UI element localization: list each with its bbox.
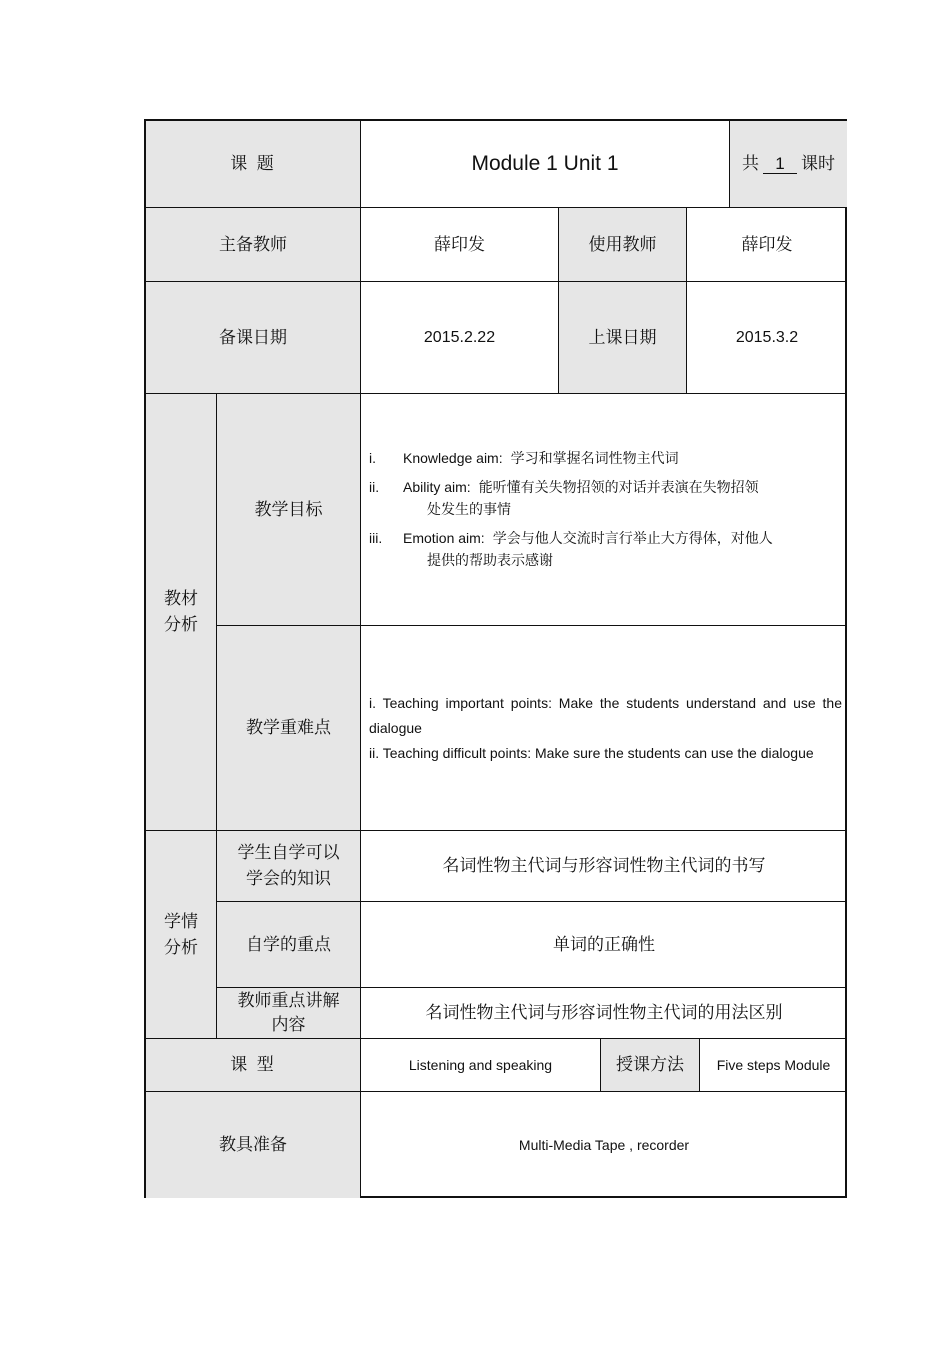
equipment-value: Multi-Media Tape , recorder bbox=[518, 1137, 690, 1153]
topic-label: 课 题 bbox=[146, 121, 361, 208]
lesson-type-label: 课 型 bbox=[146, 1039, 361, 1092]
keypoints-list bbox=[361, 691, 847, 766]
prep-date-label: 备课日期 bbox=[146, 282, 361, 394]
prep-date-value: 2015.2.22 bbox=[361, 282, 559, 394]
objectives-label: 教学目标 bbox=[217, 394, 361, 626]
self-learn-value: 名词性物主代词与形容词性物主代词的书写 bbox=[361, 831, 847, 902]
class-date-value: 2015.3.2 bbox=[687, 282, 847, 394]
equipment-label: 教具准备 bbox=[146, 1092, 361, 1198]
teacher-focus-value: 名词性物主代词与形容词性物主代词的用法区别 bbox=[361, 988, 847, 1039]
method-value: Five steps Module bbox=[700, 1039, 847, 1092]
objective-item: iii. Emotion aim: 学会与他人交流时言行举止大方得体，对他人 提供的帮助表示感谢 bbox=[369, 530, 773, 569]
using-teacher-label: 使用教师 bbox=[559, 208, 687, 282]
keypoints-label: 教学重难点 bbox=[217, 626, 361, 831]
lesson-plan-table bbox=[144, 119, 847, 1198]
main-teacher-value: 薛印发 bbox=[361, 208, 559, 282]
main-teacher-label: 主备教师 bbox=[146, 208, 361, 282]
keypoints-cell bbox=[361, 626, 847, 831]
objective-item: i. Knowledge aim: 学习和掌握名词性物主代词 bbox=[369, 450, 679, 467]
periods-suffix: 课时 bbox=[801, 154, 835, 174]
learning-analysis-label: 学情分析 bbox=[146, 831, 217, 1039]
method-label: 授课方法 bbox=[601, 1039, 700, 1092]
teacher-focus-label: 教师重点讲解内容 bbox=[217, 988, 361, 1039]
self-learn-label: 学生自学可以学会的知识 bbox=[217, 831, 361, 902]
objectives-list bbox=[361, 441, 847, 578]
lesson-type-value: Listening and speaking bbox=[361, 1039, 601, 1092]
periods-value: 1 bbox=[763, 155, 797, 174]
using-teacher-value: 薛印发 bbox=[687, 208, 847, 282]
material-analysis-label: 教材分析 bbox=[146, 394, 217, 831]
self-focus-value: 单词的正确性 bbox=[361, 902, 847, 988]
periods-cell bbox=[730, 121, 847, 208]
keypoint-difficult: ii. Teaching difficult points: Make sure the students can use the dialogue bbox=[369, 744, 814, 761]
objectives-cell bbox=[361, 394, 847, 626]
keypoint-important: i. Teaching important points: Make the students understand and use the dialogue bbox=[369, 694, 842, 736]
self-focus-label: 自学的重点 bbox=[217, 902, 361, 988]
class-date-label: 上课日期 bbox=[559, 282, 687, 394]
topic-value: Module 1 Unit 1 bbox=[361, 121, 730, 208]
periods-prefix: 共 bbox=[742, 154, 759, 174]
objective-item: ii. Ability aim: 能听懂有关失物招领的对话并表演在失物招领 处发生的事情 bbox=[369, 479, 759, 518]
